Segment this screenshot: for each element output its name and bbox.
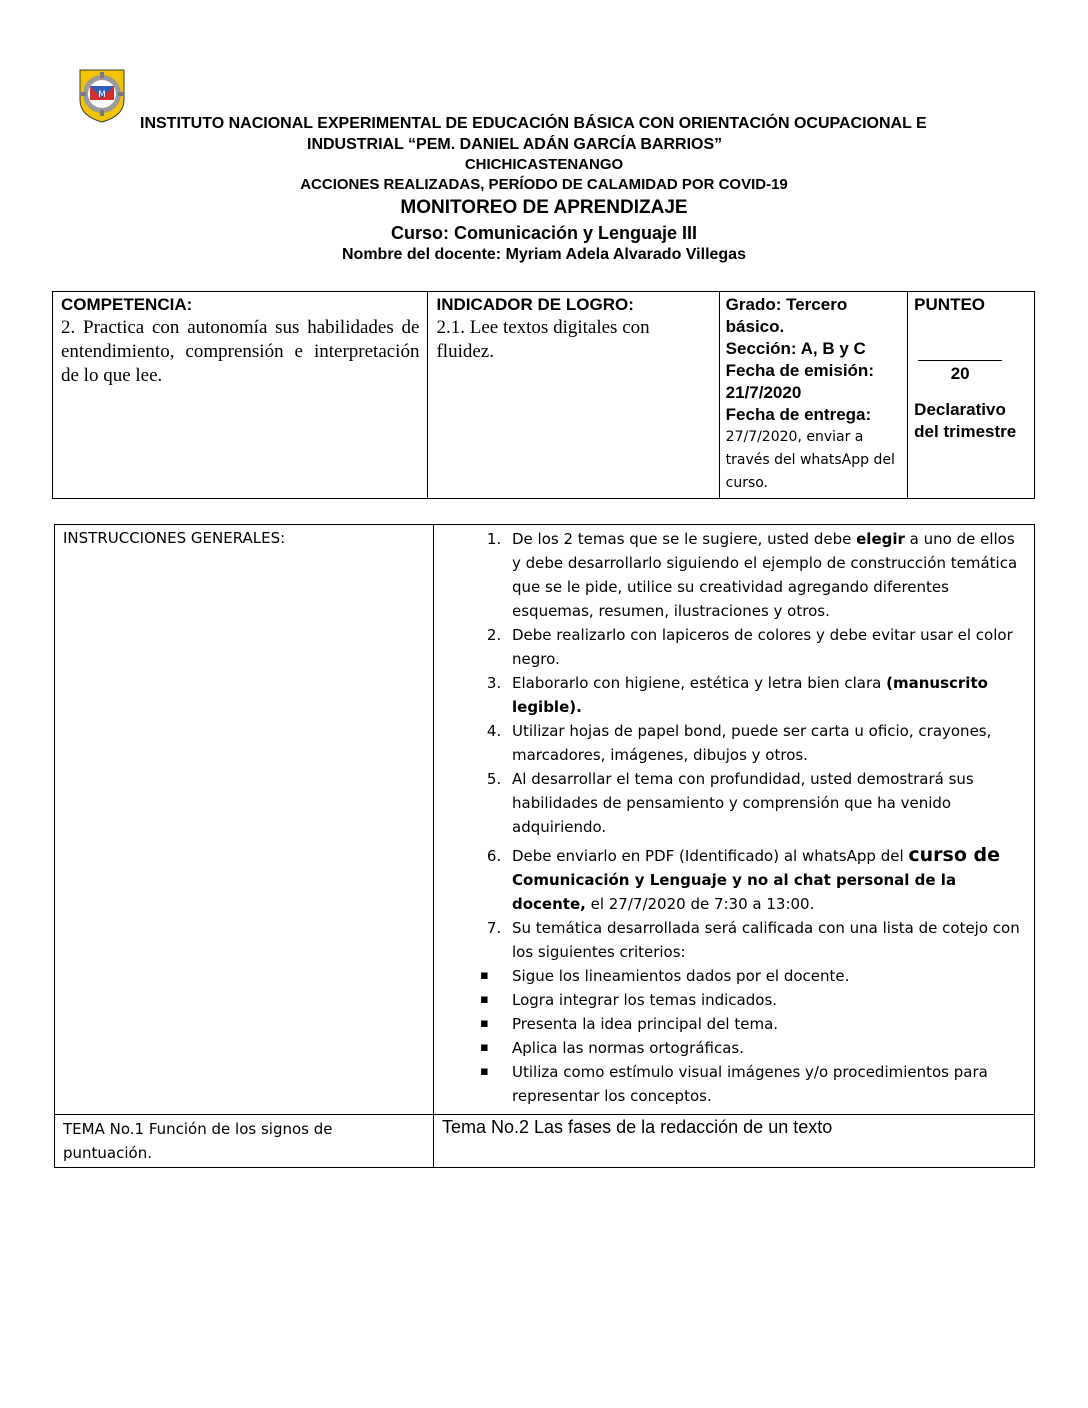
criteria-item: ▪ Aplica las normas ortográficas. [506,1036,1026,1060]
tema-1: TEMA No.1 Función de los signos de puntuación. [63,1120,333,1162]
instruction-item-2 [506,623,1026,671]
institute-name-line2: INDUSTRIAL “PEM. DANIEL ADÁN GARCÍA BARRIOS” [307,136,723,153]
instruction-item-3 [506,671,1026,719]
instruction-4-text: Utilizar hojas de papel bond, puede ser carta u oficio, crayones, marcadores, imágenes, dibujos y otros. [512,722,992,764]
tema-1-cell [55,1115,434,1168]
instruction-item-5 [506,767,1026,839]
instruction-5-text: Al desarrollar el tema con profundidad, usted demostrará sus habilidades de pensamiento y comprensión que ha venido adquiriendo. [512,770,974,836]
instruction-6-bold: Comunicación y Lenguaje y no al chat personal de la docente, [512,871,957,913]
instruction-item-4 [506,719,1026,767]
grado-cell [719,292,908,499]
svg-text:M: M [98,90,106,100]
instruction-2-text: Debe realizarlo con lapiceros de colores y debe evitar usar el color negro. [512,626,1013,668]
punteo-blank-line [918,360,1002,361]
instructions-list-cell [434,525,1035,1115]
grado: Grado: Tercero básico. [725,295,848,336]
instructions-table [54,524,1035,1168]
instruction-1-text: De los 2 temas que se le sugiere, usted debe [512,530,857,548]
instruction-item-1 [506,527,1026,623]
criteria-list [474,964,1026,1108]
instruction-1-text-end: a uno de ellos y debe desarrollarlo siguiendo el ejemplo de construcción temática que se le pide, utilice su creatividad agregando diferentes esquemas, resumen, ilustraciones y otros. [512,530,1018,620]
declarativo: Declarativo del trimestre [914,400,1017,441]
competencia-cell [53,292,428,499]
indicador-cell [428,292,719,499]
seccion: Sección: A, B y C [725,339,866,358]
instruction-3-text: Elaborarlo con higiene, estética y letra bien clara [512,674,887,692]
tema-2-cell [434,1115,1035,1168]
city: CHICHICASTENANGO [464,156,624,173]
monitoreo-title: MONITOREO DE APRENDIZAJE [400,197,688,218]
fecha-entrega-text: 27/7/2020, enviar a través del whatsApp del curso. [725,429,895,491]
teacher-name: Nombre del docente: Myriam Adela Alvarado Villegas [342,246,746,263]
punteo-value: 20 [950,364,970,383]
instruction-item-6 [506,843,1026,916]
competencia-label: COMPETENCIA: [61,295,193,314]
punteo-cell [908,292,1035,499]
instruction-6-text-end: el 27/7/2020 de 7:30 a 13:00. [585,895,815,913]
instructions-label: INSTRUCCIONES GENERALES: [63,529,286,547]
indicador-text: 2.1. Lee textos digitales con fluidez. [436,317,650,362]
criteria-item: ▪ Logra integrar los temas indicados. [506,988,1026,1012]
competencia-text: 2. Practica con autonomía sus habilidades de entendimiento, comprensión e interpretación de lo que lee. [61,317,420,386]
course-title: Curso: Comunicación y Lenguaje III [390,223,698,243]
tema-2: Tema No.2 Las fases de la redacción de un texto [442,1117,833,1137]
instruction-item-7 [506,916,1026,964]
instructions-list [474,527,1026,964]
instruction-3-bold: (manuscrito legible). [512,674,988,716]
criteria-item: ▪ Presenta la idea principal del tema. [506,1012,1026,1036]
instruction-7-text: Su temática desarrollada será calificada con una lista de cotejo con los siguientes criterios: [512,919,1020,961]
acciones-title: ACCIONES REALIZADAS, PERÍODO DE CALAMIDAD POR COVID-19 [300,176,788,193]
instructions-label-cell [55,525,434,1115]
info-table [52,291,1035,499]
indicador-label: INDICADOR DE LOGRO: [436,295,634,314]
fecha-emision: Fecha de emisión: 21/7/2020 [725,361,874,402]
school-logo [76,66,128,124]
criteria-item: ▪ Sigue los lineamientos dados por el docente. [506,964,1026,988]
punteo-label: PUNTEO [914,295,986,314]
fecha-entrega-label: Fecha de entrega: [725,405,872,424]
instruction-1-bold: elegir [856,530,905,548]
institute-name-line1: INSTITUTO NACIONAL EXPERIMENTAL DE EDUCACIÓN BÁSICA CON ORIENTACIÓN OCUPACIONAL E [140,115,927,132]
instruction-6-big: curso de [908,844,1001,866]
instruction-6-text: Debe enviarlo en PDF (Identificado) al whatsApp del [512,847,909,865]
criteria-item: ▪ Utiliza como estímulo visual imágenes y/o procedimientos para representar los conceptos. [506,1060,1026,1108]
